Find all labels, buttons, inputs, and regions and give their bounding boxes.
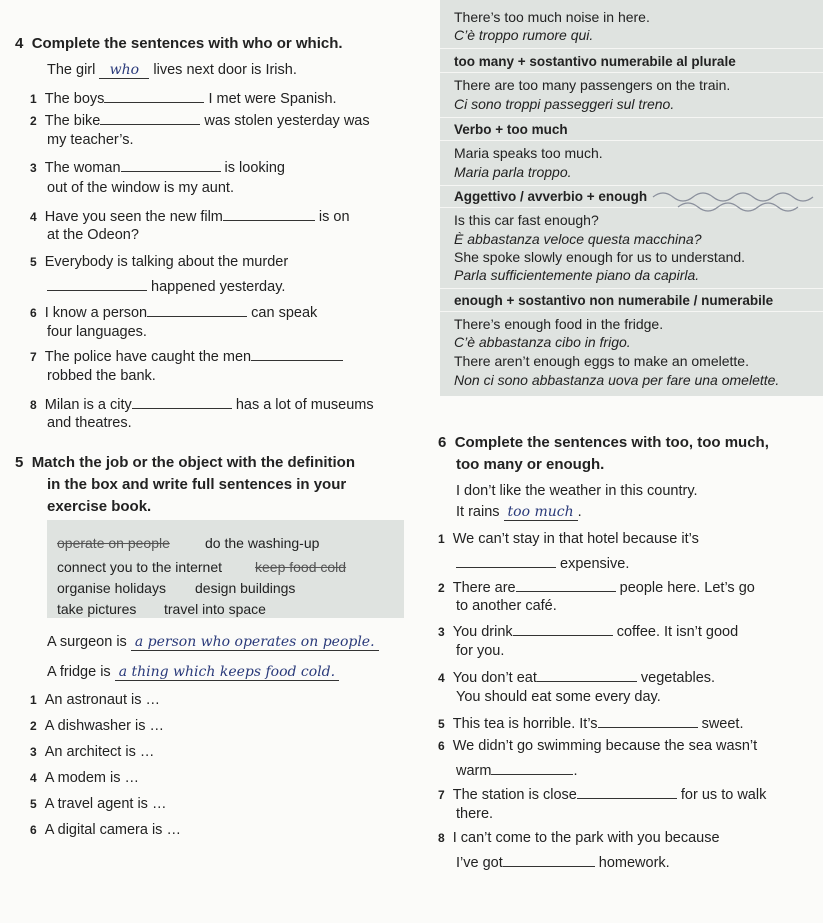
exercise-5-title-line: in the box and write full sentences in your — [47, 476, 347, 493]
exercise-4-example: The girl who lives next door is Irish. — [47, 62, 297, 78]
list-item: 7 The station is close for us to walk — [438, 784, 766, 803]
list-item: You should eat some every day. — [456, 689, 661, 705]
list-item: warm . — [456, 760, 577, 779]
exercise-number: 4 — [15, 35, 24, 52]
grammar-example: Maria speaks too much. — [454, 145, 603, 161]
answer-blank[interactable] — [147, 302, 247, 317]
grammar-translation: C’è troppo rumore qui. — [454, 27, 594, 43]
example-answer: who — [99, 62, 149, 79]
list-item: and theatres. — [47, 415, 132, 431]
list-item: there. — [456, 806, 494, 822]
answer-blank[interactable] — [100, 110, 200, 125]
word-option: connect you to the internet — [57, 559, 222, 575]
grammar-example: Is this car fast enough? — [454, 212, 599, 228]
grammar-translation: Parla sufficientemente piano da capirla. — [454, 267, 700, 283]
answer-blank[interactable] — [503, 852, 595, 867]
list-item: 2 There are people here. Let’s go — [438, 577, 755, 596]
list-item: 8 I can’t come to the park with you because — [438, 830, 720, 846]
answer-blank[interactable] — [537, 667, 637, 682]
word-option: organise holidays — [57, 580, 166, 596]
exercise-6-heading: 6 Complete the sentences with too, too much, — [438, 434, 769, 451]
list-item: 4 Have you seen the new film is on — [30, 206, 350, 225]
word-option: travel into space — [164, 601, 266, 617]
grammar-translation: Ci sono troppi passeggeri sul treno. — [454, 96, 675, 112]
exercise-4-heading — [15, 35, 343, 52]
answer-blank[interactable] — [132, 394, 232, 409]
answer-blank[interactable] — [251, 346, 343, 361]
answer-blank[interactable] — [104, 88, 204, 103]
grammar-heading: Verbo + too much — [454, 122, 568, 137]
example-answer: a thing which keeps food cold. — [115, 664, 339, 681]
answer-blank[interactable] — [513, 621, 613, 636]
list-item: 5 A travel agent is … — [30, 796, 167, 812]
list-item: at the Odeon? — [47, 227, 139, 243]
grammar-translation: Maria parla troppo. — [454, 164, 572, 180]
grammar-heading: too many + sostantivo numerabile al plurale — [454, 54, 736, 69]
exercise-title: Complete the sentences with who or which. — [31, 35, 343, 52]
word-option: operate on people — [57, 535, 170, 551]
list-item: 4 You don’t eat vegetables. — [438, 667, 715, 686]
list-item: for you. — [456, 643, 505, 659]
exercise-number: 5 — [15, 454, 24, 471]
example-answer: a person who operates on people. — [131, 634, 379, 651]
pencil-scribble-icon — [648, 183, 823, 213]
word-option: take pictures — [57, 601, 137, 617]
list-item: 1 The boys I met were Spanish. — [30, 88, 337, 107]
answer-blank[interactable] — [577, 784, 677, 799]
exercise-number: 6 — [438, 434, 447, 451]
exercise-6-intro: I don’t like the weather in this country. — [456, 483, 698, 499]
word-option: design buildings — [195, 580, 296, 596]
answer-blank[interactable] — [223, 206, 315, 221]
list-item: expensive. — [456, 553, 629, 572]
list-item: 3 You drink coffee. It isn’t good — [438, 621, 738, 640]
grammar-translation: È abbastanza veloce questa macchina? — [454, 231, 702, 247]
answer-blank[interactable] — [491, 760, 573, 775]
list-item: 4 A modem is … — [30, 770, 140, 786]
exercise-5-title-line: exercise book. — [47, 498, 152, 515]
grammar-translation: C’è abbastanza cibo in frigo. — [454, 334, 631, 350]
list-item: 1 An astronaut is … — [30, 692, 160, 708]
list-item: four languages. — [47, 324, 147, 340]
list-item: happened yesterday. — [47, 276, 285, 295]
list-item: out of the window is my aunt. — [47, 180, 234, 196]
exercise-6-example: It rains too much . — [456, 504, 582, 520]
list-item: 1 We can’t stay in that hotel because it’s — [438, 531, 699, 547]
list-item: my teacher’s. — [47, 132, 134, 148]
list-item: 3 An architect is … — [30, 744, 155, 760]
list-item: 6 We didn’t go swimming because the sea wasn’t — [438, 738, 758, 754]
list-item: 2 The bike was stolen yesterday was — [30, 110, 370, 129]
list-item: to another café. — [456, 598, 557, 614]
list-item: 5 This tea is horrible. It’s sweet. — [438, 713, 744, 732]
exercise-5-heading: 5 Match the job or the object with the definition — [15, 454, 356, 471]
exercise-6-title-line: too many or enough. — [456, 456, 605, 473]
answer-blank[interactable] — [598, 713, 698, 728]
list-item: I’ve got homework. — [456, 852, 670, 871]
grammar-example: She spoke slowly enough for us to understand. — [454, 249, 746, 265]
list-item: 3 The woman is looking — [30, 157, 285, 176]
exercise-5-example: A surgeon is a person who operates on people. — [47, 634, 379, 650]
answer-blank[interactable] — [121, 157, 221, 172]
list-item: 6 A digital camera is … — [30, 822, 181, 838]
list-item: 6 I know a person can speak — [30, 302, 317, 321]
answer-blank[interactable] — [516, 577, 616, 592]
word-option: keep food cold — [255, 559, 347, 575]
answer-blank[interactable] — [456, 553, 556, 568]
grammar-example: There’s too much noise in here. — [454, 9, 650, 25]
list-item: 7 The police have caught the men — [30, 346, 343, 365]
list-item: 5 Everybody is talking about the murder — [30, 254, 289, 270]
list-item: robbed the bank. — [47, 368, 156, 384]
grammar-example: There aren’t enough eggs to make an omelette. — [454, 353, 749, 369]
grammar-example: There are too many passengers on the train. — [454, 77, 731, 93]
grammar-translation: Non ci sono abbastanza uova per fare una omelette. — [454, 372, 780, 388]
word-option: do the washing-up — [205, 535, 320, 551]
grammar-example: There’s enough food in the fridge. — [454, 316, 664, 332]
word-box — [47, 520, 404, 618]
list-item: 8 Milan is a city has a lot of museums — [30, 394, 374, 413]
example-answer: too much — [504, 504, 578, 521]
answer-blank[interactable] — [47, 276, 147, 291]
exercise-5-example: A fridge is a thing which keeps food cold. — [47, 664, 339, 680]
list-item: 2 A dishwasher is … — [30, 718, 165, 734]
grammar-heading: enough + sostantivo non numerabile / numerabile — [454, 293, 774, 308]
grammar-heading: Aggettivo / avverbio + enough — [454, 189, 648, 204]
